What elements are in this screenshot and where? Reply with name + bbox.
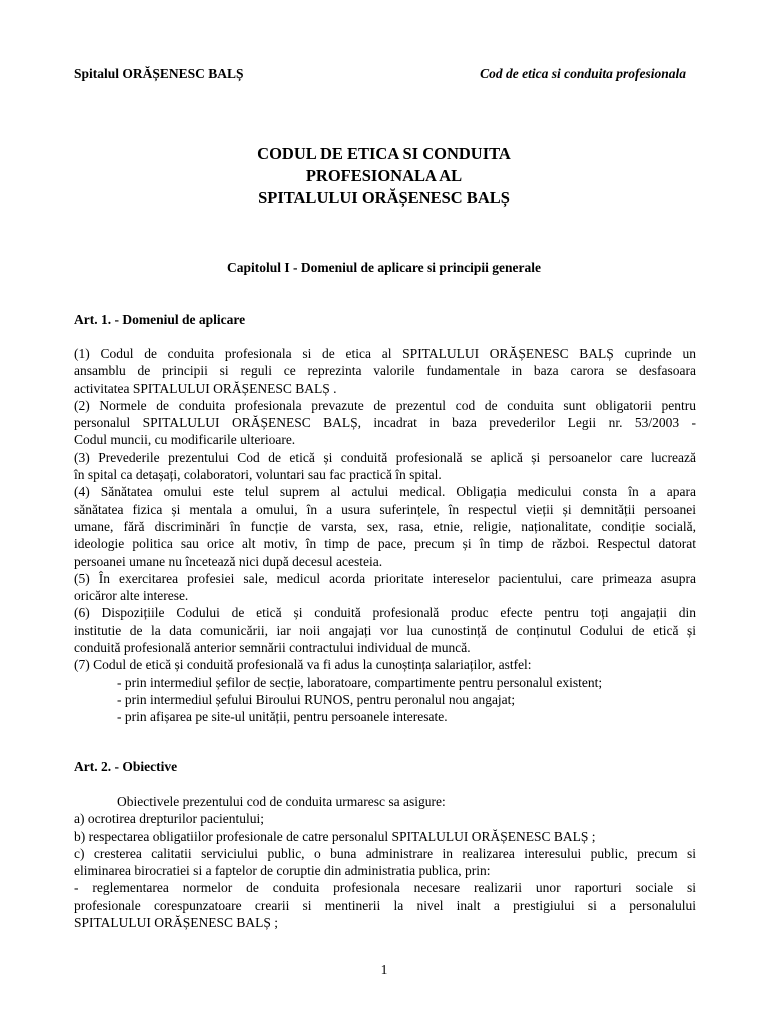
header-institution: Spitalul ORĂȘENESC BALȘ	[74, 66, 244, 81]
list-item: - prin afișarea pe site-ul unității, pentru persoanele interesate.	[117, 709, 448, 725]
header-document-name: Cod de etica si conduita profesionala	[480, 66, 686, 81]
text-line: activitatea SPITALULUI ORĂȘENESC BALȘ .	[74, 380, 337, 396]
list-item: b) respectarea obligatiilor profesionale de catre personalul SPITALULUI ORĂȘENESC BALȘ ;	[74, 828, 596, 844]
text-line: în spital ca detașați, colaboratori, voluntari sau fac practică în spital.	[74, 467, 442, 483]
list-item: - prin intermediul șefilor de secție, laboratoare, compartimente pentru personalul existent;	[117, 674, 603, 690]
text-line: (1) Codul de conduita profesionala si de etica al SPITALULUI ORĂȘENESC BALȘ cuprinde un	[74, 346, 696, 361]
list-item: - prin intermediul șefului Biroului RUNOS, pentru peronalul nou angajat;	[117, 691, 516, 707]
article-1-body	[74, 345, 696, 726]
text-line: (5) În exercitarea profesiei sale, medicul acorda prioritate intereselor pacientului, care primeaza asupra	[74, 570, 696, 586]
text-line: (2) Normele de conduita profesionala prevazute de prezentul cod de conduita sunt obligatorii pentru	[74, 397, 696, 413]
text-line: sănătatea fizica și mentala a omului, în a usura suferințele, în respectul vieții și demnității persoanei	[74, 501, 696, 517]
title-line: SPITALULUI ORĂȘENESC BALȘ	[258, 188, 510, 207]
title-line: PROFESIONALA AL	[305, 166, 463, 185]
article-1-heading: Art. 1. - Domeniul de aplicare	[74, 312, 246, 327]
article-2-heading: Art. 2. - Obiective	[74, 759, 178, 774]
text-line: (6) Dispozițiile Codului de etică și conduită profesională produc efecte pentru toți angajații din	[74, 605, 696, 621]
text-line: ansamblu de principii si reguli ce reprezinta valorile fundamentale in baza carora se desfasoara	[74, 363, 696, 379]
text-line: personalul SPITALULUI ORĂȘENESC BALȘ, incadrat in baza prevederilor Legii nr. 53/2003 -	[74, 415, 696, 431]
list-item: a) ocrotirea drepturilor pacientului;	[74, 811, 265, 827]
text-line: ideologie politica sau orice alt motiv, în timp de pace, precum și în timp de război. Respectul datorat	[74, 536, 696, 552]
text-line: (4) Sănătatea omului este telul suprem al actului medical. Obligația medicului consta în a apara	[74, 484, 696, 500]
text-line: profesionale corespunzatoare crearii si mentinerii la nivel inalt a prestigiului si a personalului	[74, 897, 696, 913]
text-line: (7) Codul de etică și conduită profesională va fi adus la cunoștința salariaților, astfel:	[74, 657, 532, 673]
text-line: Codul muncii, cu modificarile ulterioare.	[74, 432, 296, 448]
text-line: oricăror alte interese.	[74, 588, 189, 604]
page-number: 1	[380, 962, 388, 977]
text-line: Obiectivele prezentului cod de conduita urmaresc sa asigure:	[117, 794, 446, 809]
article-2-body	[74, 793, 696, 931]
text-line: conduită profesională anterior semnării contractului individual de muncă.	[74, 640, 471, 656]
text-line: institutie de la data comunicării, iar noii angajați vor lua cunostință de conținutul Codului de etică și	[74, 622, 696, 638]
text-line: persoanei umane nu încetează nici după decesul acesteia.	[74, 553, 383, 569]
text-line: umane, fără discriminări în funcție de varsta, sex, rasa, etnie, religie, naționalitate, condiție socială,	[74, 518, 696, 534]
list-item: c) cresterea calitatii serviciului public, o buna administrare in realizarea interesului public, precum si	[74, 845, 696, 861]
text-line: eliminarea birocratiei si a faptelor de coruptie din administratia publica, prin:	[74, 863, 491, 879]
text-line: (3) Prevederile prezentului Cod de etică și conduită profesională se aplică și persoanelor care lucrează	[74, 449, 696, 465]
document-title	[0, 143, 768, 209]
text-line: - reglementarea normelor de conduita profesionala necesare realizarii unor raporturi sociale si	[74, 880, 696, 896]
title-line: CODUL DE ETICA SI CONDUITA	[257, 144, 511, 163]
text-line: SPITALULUI ORĂȘENESC BALȘ ;	[74, 915, 279, 931]
chapter-heading: Capitolul I - Domeniul de aplicare si principii generale	[226, 260, 541, 275]
